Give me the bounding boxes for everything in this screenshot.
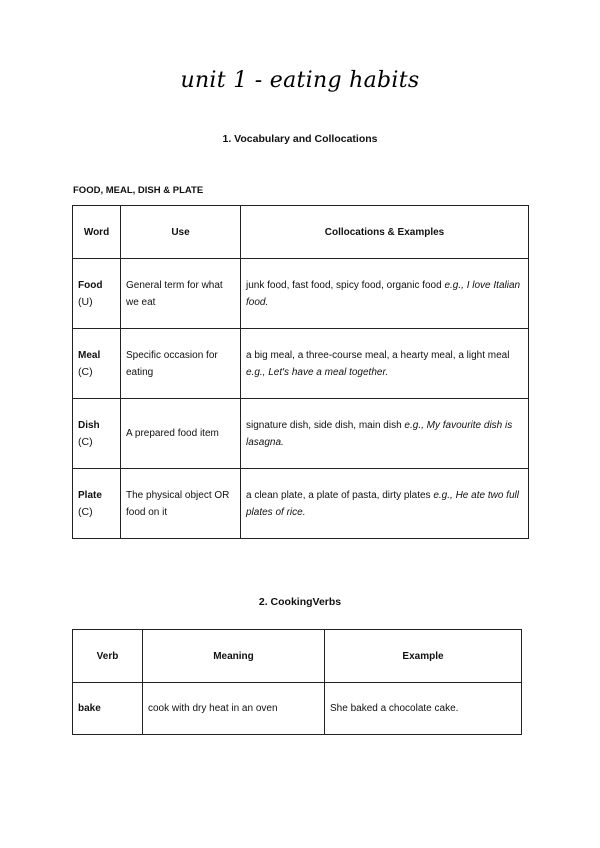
collocations: a big meal, a three-course meal, a hearty meal, a light meal	[246, 349, 510, 361]
noun-type: (C)	[78, 505, 93, 518]
noun-type: (U)	[78, 295, 93, 308]
use-cell: General term for what we eat	[121, 259, 241, 329]
collocations-cell	[241, 469, 529, 539]
use-cell: Specific occasion for eating	[121, 329, 241, 399]
table-header-row	[73, 630, 522, 683]
use-cell: A prepared food item	[121, 399, 241, 469]
section-heading-cooking-verbs: 2. CookingVerbs	[258, 596, 342, 608]
example: e.g., I love Italian food.	[246, 279, 521, 308]
collocations-cell	[241, 259, 529, 329]
column-header-verb: Verb	[73, 630, 143, 683]
collocations: signature dish, side dish, main dish	[246, 419, 402, 431]
vocabulary-subheading: FOOD, MEAL, DISH & PLATE	[73, 185, 204, 196]
example-cell: She baked a chocolate cake.	[325, 683, 522, 735]
column-header-use: Use	[121, 206, 241, 259]
word-cell	[73, 469, 121, 539]
table-header-row	[73, 206, 529, 259]
word-cell	[73, 329, 121, 399]
page-title: unit 1 - eating habits	[180, 68, 420, 93]
section-heading-vocabulary: 1. Vocabulary and Collocations	[222, 133, 378, 145]
column-header-word: Word	[73, 206, 121, 259]
column-header-example: Example	[325, 630, 522, 683]
word: Meal	[78, 349, 101, 361]
noun-type: (C)	[78, 435, 93, 448]
table-row	[73, 329, 529, 399]
collocations-cell	[241, 399, 529, 469]
word: Food	[78, 279, 103, 291]
table-row	[73, 469, 529, 539]
example: e.g., My favourite dish is lasagna.	[246, 419, 513, 448]
column-header-collocations: Collocations & Examples	[241, 206, 529, 259]
example: e.g., Let's have a meal together.	[246, 366, 389, 378]
table-row	[73, 399, 529, 469]
word-cell	[73, 259, 121, 329]
column-header-meaning: Meaning	[143, 630, 325, 683]
table-row	[73, 259, 529, 329]
collocations-cell	[241, 329, 529, 399]
example: e.g., He ate two full plates of rice.	[246, 489, 519, 518]
use-cell: The physical object OR food on it	[121, 469, 241, 539]
word: Plate	[78, 489, 102, 501]
word: Dish	[78, 419, 100, 431]
noun-type: (C)	[78, 365, 93, 378]
word-cell	[73, 399, 121, 469]
vocabulary-table	[72, 205, 529, 539]
table-row	[73, 683, 522, 735]
meaning-cell: cook with dry heat in an oven	[143, 683, 325, 735]
collocations: junk food, fast food, spicy food, organic food	[246, 279, 442, 291]
collocations: a clean plate, a plate of pasta, dirty plates	[246, 489, 431, 501]
cooking-verbs-table	[72, 629, 522, 735]
verb-cell: bake	[73, 683, 143, 735]
